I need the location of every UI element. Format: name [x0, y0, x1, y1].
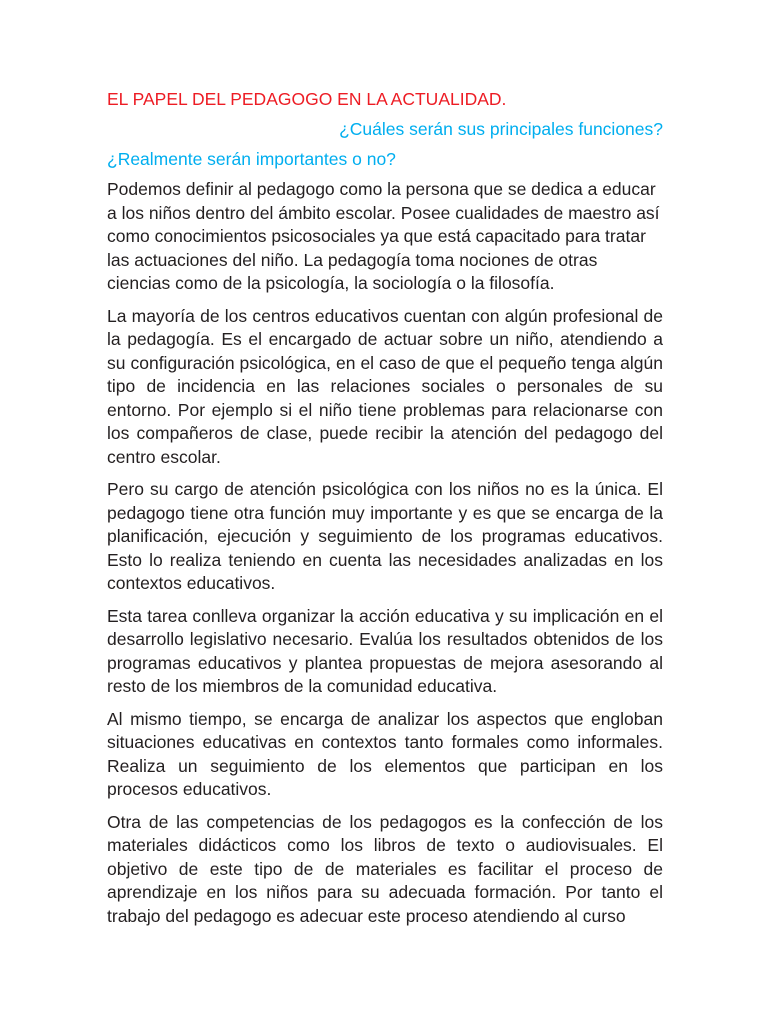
paragraph-3: Pero su cargo de atención psicológica con los niños no es la única. El pedagogo tiene otra función muy importante y es que se encarga de la planificación, ejecución y seguimiento de los programas educativos. Esto lo realiza teniendo en cuenta las necesidades analizadas en los contextos educativos.: [107, 479, 663, 593]
document-page: [107, 88, 663, 937]
question-functions: ¿Cuáles serán sus principales funciones?: [339, 119, 663, 139]
document-title: EL PAPEL DEL PEDAGOGO EN LA ACTUALIDAD.: [107, 89, 507, 109]
paragraph-1: Podemos definir al pedagogo como la persona que se dedica a educar a los niños dentro del ámbito escolar. Posee cualidades de maestro así como conocimientos psicosociales ya que está capacitado para tratar las actuaciones del niño. La pedagogía toma nociones de otras ciencias como de la psicología, la sociología o la filosofía.: [107, 179, 660, 293]
question-importance: ¿Realmente serán importantes o no?: [107, 149, 396, 169]
document-body: [107, 178, 663, 928]
paragraph-2: La mayoría de los centros educativos cuentan con algún profesional de la pedagogía. Es el encargado de actuar sobre un niño, atendiendo a su configuración psicológica, en el caso de que el pequeño tenga algún tipo de incidencia en las relaciones sociales o personales de su entorno. Por ejemplo si el niño tiene problemas para relacionarse con los compañeros de clase, puede recibir la atención del pedagogo del centro escolar.: [107, 305, 663, 467]
paragraph-6: Otra de las competencias de los pedagogos es la confección de los materiales didácticos como los libros de texto o audiovisuales. El objetivo de este tipo de de materiales es facilitar el proceso de aprendizaje en los niños para su adecuada formación. Por tanto el trabajo del pedagogo es adecuar este proceso atendiendo al curso: [107, 811, 663, 926]
paragraph-4: Esta tarea conlleva organizar la acción educativa y su implicación en el desarrollo legislativo necesario. Evalúa los resultados obtenidos de los programas educativos y plantea propuestas de mejora asesorando al resto de los miembros de la comunidad educativa.: [107, 605, 663, 696]
paragraph-5: Al mismo tiempo, se encarga de analizar los aspectos que engloban situaciones educativas en contextos tanto formales como informales. Realiza un seguimiento de los elementos que participan en los procesos educativos.: [107, 708, 663, 799]
